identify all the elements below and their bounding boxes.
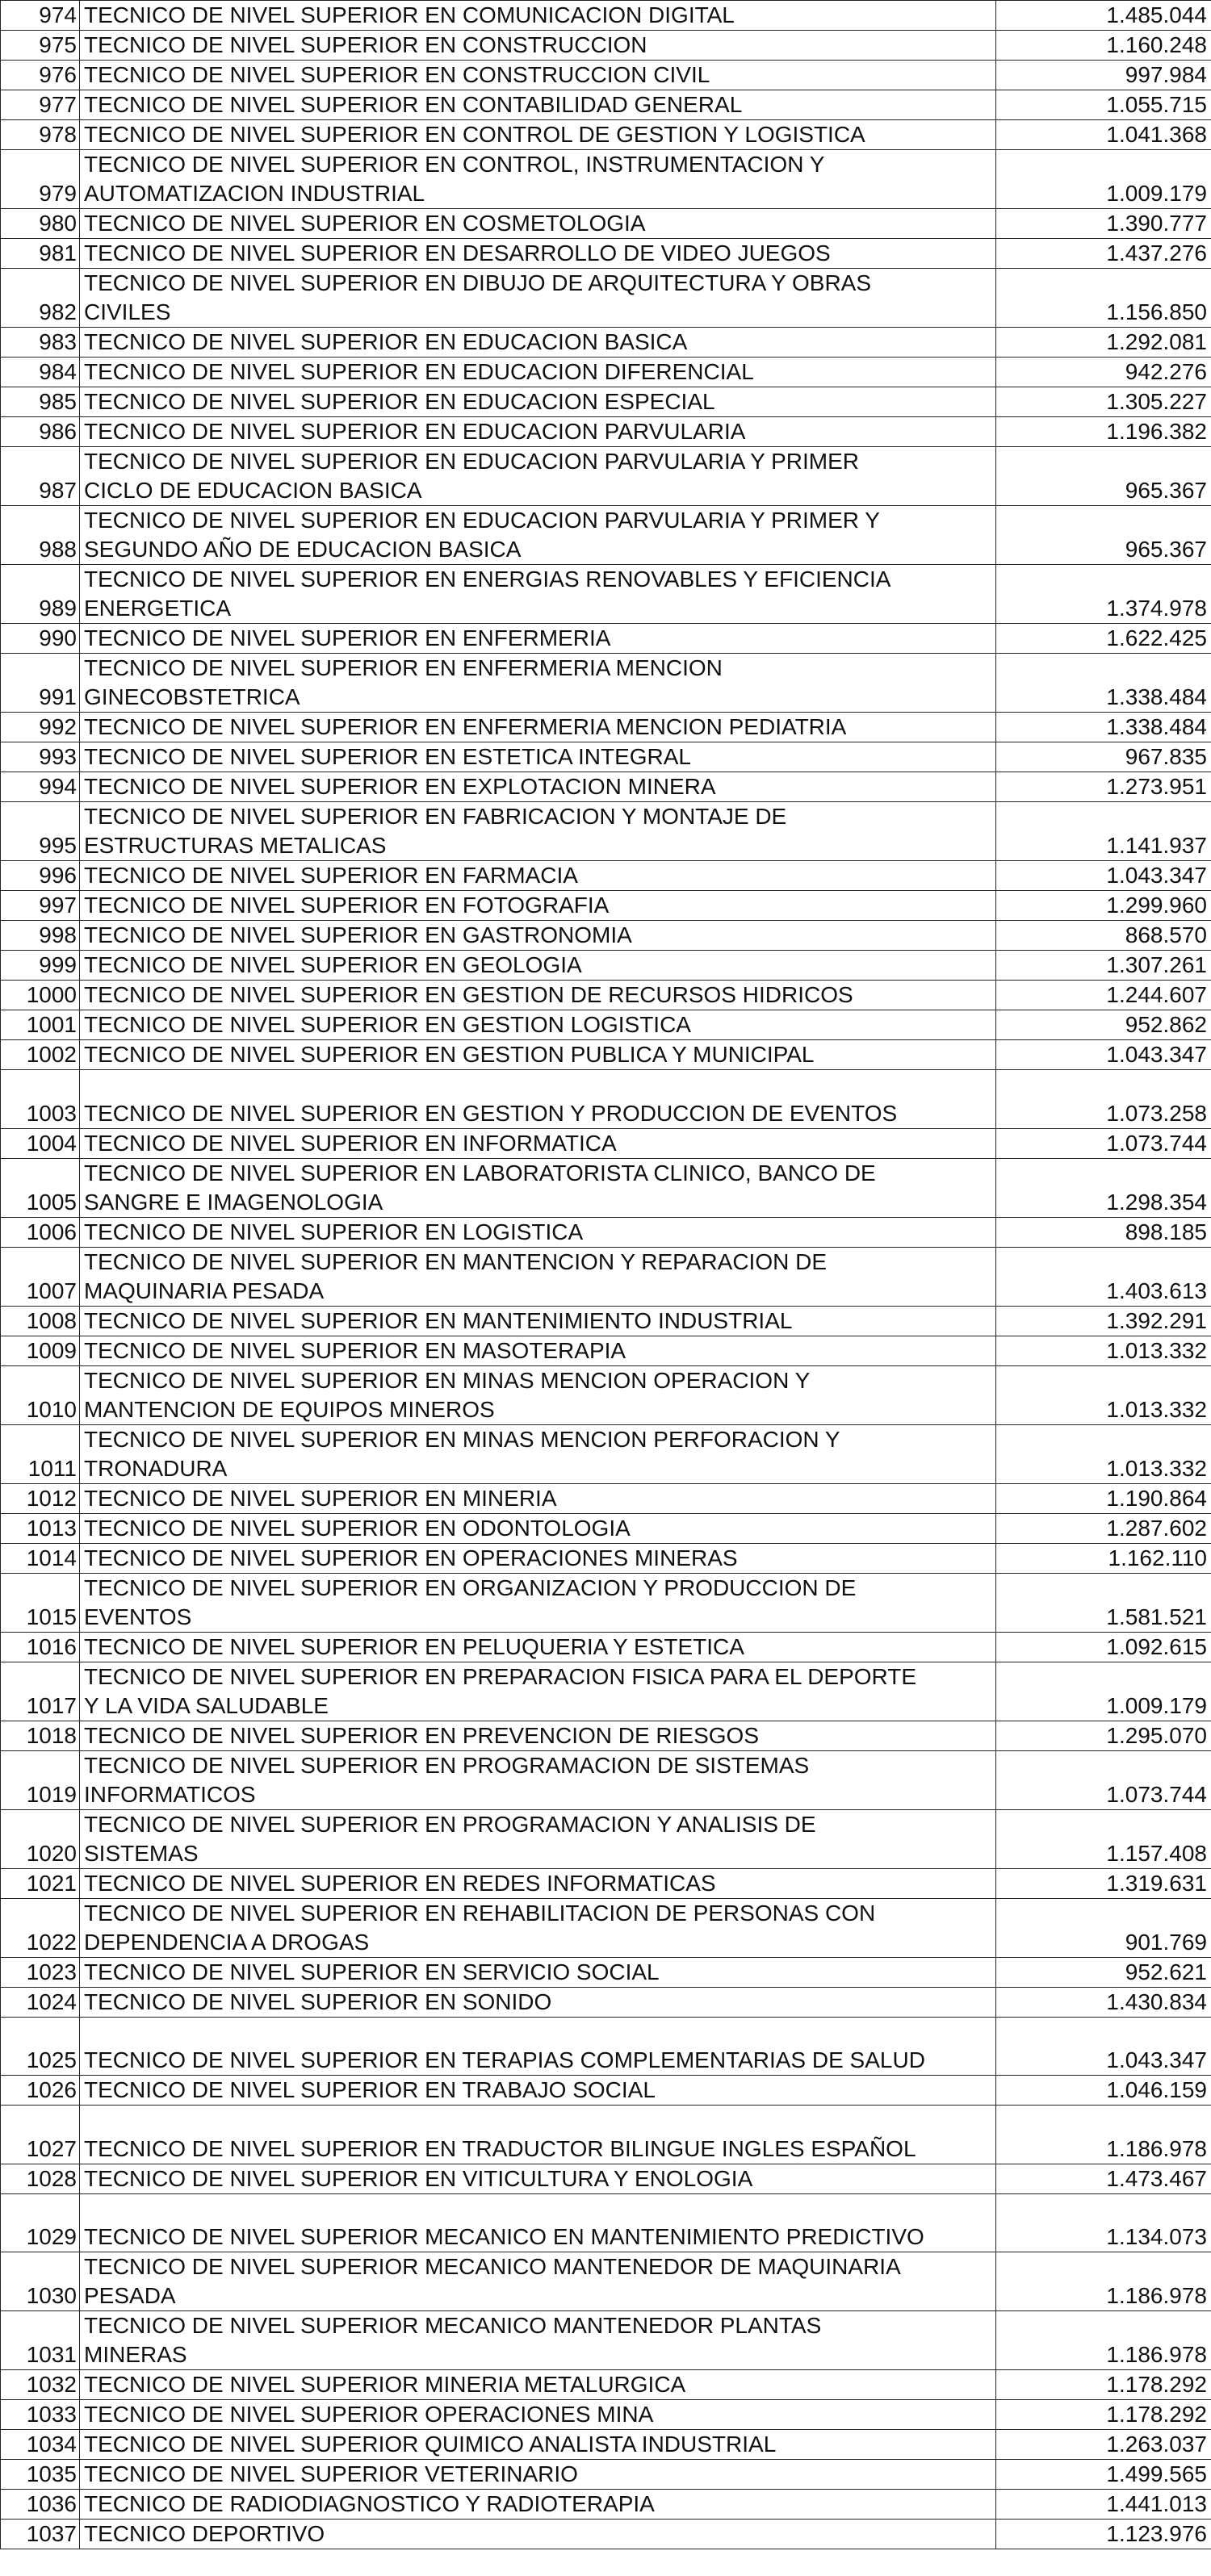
program-name: TECNICO DE NIVEL SUPERIOR EN SONIDO	[80, 1987, 996, 2017]
program-name: TECNICO DE NIVEL SUPERIOR EN MINERIA	[80, 1483, 996, 1513]
program-name: TECNICO DE NIVEL SUPERIOR EN ENFERMERIA MENCION GINECOBSTETRICA	[80, 654, 996, 713]
row-number: 1033	[1, 2400, 80, 2430]
table-row	[1, 387, 1211, 417]
table-row	[1, 61, 1211, 90]
program-name: TECNICO DE NIVEL SUPERIOR EN CONTROL DE GESTION Y LOGISTICA	[80, 120, 996, 150]
amount-value: 1.473.467	[996, 2164, 1211, 2193]
table-row	[1, 2252, 1211, 2311]
amount-value: 1.009.179	[996, 150, 1211, 209]
row-number: 999	[1, 951, 80, 981]
amount-value: 1.338.484	[996, 654, 1211, 713]
program-name: TECNICO DEPORTIVO	[80, 2520, 996, 2549]
table-row	[1, 1306, 1211, 1336]
row-number: 1012	[1, 1483, 80, 1513]
table-row	[1, 861, 1211, 891]
row-number: 983	[1, 328, 80, 358]
table-row	[1, 2193, 1211, 2252]
table-row	[1, 1898, 1211, 1957]
row-number: 1035	[1, 2460, 80, 2490]
program-name: TECNICO DE NIVEL SUPERIOR EN COSMETOLOGIA	[80, 209, 996, 239]
program-name: TECNICO DE NIVEL SUPERIOR EN CONTABILIDAD GENERAL	[80, 90, 996, 120]
amount-value: 1.178.292	[996, 2370, 1211, 2400]
table-row	[1, 1010, 1211, 1040]
program-name: TECNICO DE NIVEL SUPERIOR EN VITICULTURA Y ENOLOGIA	[80, 2164, 996, 2193]
table-row	[1, 772, 1211, 802]
amount-value: 1.338.484	[996, 713, 1211, 742]
table-row	[1, 891, 1211, 921]
amount-value: 1.437.276	[996, 239, 1211, 269]
table-row	[1, 506, 1211, 565]
amount-value: 868.570	[996, 921, 1211, 951]
program-name: TECNICO DE NIVEL SUPERIOR EN CONSTRUCCION CIVIL	[80, 61, 996, 90]
amount-value: 898.185	[996, 1217, 1211, 1247]
program-name: TECNICO DE NIVEL SUPERIOR EN ORGANIZACION Y PRODUCCION DE EVENTOS	[80, 1573, 996, 1632]
table-row	[1, 1, 1211, 31]
amount-value: 1.162.110	[996, 1543, 1211, 1573]
program-name: TECNICO DE NIVEL SUPERIOR EN CONTROL, INSTRUMENTACION Y AUTOMATIZACION INDUSTRIAL	[80, 150, 996, 209]
table-row	[1, 2164, 1211, 2193]
amount-value: 965.367	[996, 506, 1211, 565]
row-number: 1019	[1, 1750, 80, 1809]
row-number: 1027	[1, 2106, 80, 2164]
program-name: TECNICO DE NIVEL SUPERIOR EN INFORMATICA	[80, 1128, 996, 1158]
amount-value: 1.298.354	[996, 1158, 1211, 1217]
program-name: TECNICO DE NIVEL SUPERIOR EN EDUCACION BASICA	[80, 328, 996, 358]
amount-value: 1.157.408	[996, 1809, 1211, 1868]
program-name: TECNICO DE NIVEL SUPERIOR EN CONSTRUCCION	[80, 31, 996, 61]
table-row	[1, 2370, 1211, 2400]
table-row	[1, 120, 1211, 150]
program-name: TECNICO DE NIVEL SUPERIOR EN EDUCACION DIFERENCIAL	[80, 358, 996, 387]
program-name: TECNICO DE NIVEL SUPERIOR EN GESTION Y PRODUCCION DE EVENTOS	[80, 1070, 996, 1129]
row-number: 977	[1, 90, 80, 120]
table-row	[1, 1365, 1211, 1424]
amount-value: 1.190.864	[996, 1483, 1211, 1513]
table-row	[1, 1513, 1211, 1543]
row-number: 985	[1, 387, 80, 417]
table-row	[1, 31, 1211, 61]
row-number: 1022	[1, 1898, 80, 1957]
table-row	[1, 1483, 1211, 1513]
program-name: TECNICO DE NIVEL SUPERIOR EN LABORATORISTA CLINICO, BANCO DE SANGRE E IMAGENOLOGIA	[80, 1158, 996, 1217]
amount-value: 1.307.261	[996, 951, 1211, 981]
row-number: 989	[1, 565, 80, 624]
amount-value: 1.134.073	[996, 2193, 1211, 2252]
table-row	[1, 1336, 1211, 1365]
row-number: 1004	[1, 1128, 80, 1158]
amount-value: 1.043.347	[996, 861, 1211, 891]
program-name: TECNICO DE NIVEL SUPERIOR EN REHABILITACION DE PERSONAS CON DEPENDENCIA A DROGAS	[80, 1898, 996, 1957]
row-number: 1036	[1, 2490, 80, 2520]
amount-value: 1.013.332	[996, 1365, 1211, 1424]
table-row	[1, 2430, 1211, 2460]
program-name: TECNICO DE NIVEL SUPERIOR EN TRADUCTOR BILINGUE INGLES ESPAÑOL	[80, 2106, 996, 2164]
program-name: TECNICO DE NIVEL SUPERIOR MECANICO MANTENEDOR PLANTAS MINERAS	[80, 2311, 996, 2370]
program-name: TECNICO DE NIVEL SUPERIOR OPERACIONES MINA	[80, 2400, 996, 2430]
amount-value: 1.319.631	[996, 1868, 1211, 1898]
table-row	[1, 150, 1211, 209]
program-name: TECNICO DE NIVEL SUPERIOR EN GESTION LOGISTICA	[80, 1010, 996, 1040]
row-number: 1017	[1, 1662, 80, 1721]
row-number: 1010	[1, 1365, 80, 1424]
table-row	[1, 2076, 1211, 2106]
row-number: 981	[1, 239, 80, 269]
program-name: TECNICO DE NIVEL SUPERIOR EN PROGRAMACION Y ANALISIS DE SISTEMAS	[80, 1809, 996, 1868]
program-name: TECNICO DE NIVEL SUPERIOR MECANICO EN MANTENIMIENTO PREDICTIVO	[80, 2193, 996, 2252]
program-name: TECNICO DE NIVEL SUPERIOR EN PREPARACION FISICA PARA EL DEPORTE Y LA VIDA SALUDABLE	[80, 1662, 996, 1721]
row-number: 1026	[1, 2076, 80, 2106]
table-row	[1, 742, 1211, 772]
amount-value: 1.186.978	[996, 2311, 1211, 2370]
table-row	[1, 2017, 1211, 2076]
program-name: TECNICO DE NIVEL SUPERIOR EN SERVICIO SOCIAL	[80, 1957, 996, 1987]
amount-value: 1.186.978	[996, 2252, 1211, 2311]
table-row	[1, 802, 1211, 861]
amount-value: 1.073.744	[996, 1750, 1211, 1809]
row-number: 1018	[1, 1721, 80, 1750]
row-number: 1016	[1, 1632, 80, 1662]
row-number: 979	[1, 150, 80, 209]
row-number: 997	[1, 891, 80, 921]
table-row	[1, 1750, 1211, 1809]
program-name: TECNICO DE NIVEL SUPERIOR EN GESTION PUBLICA Y MUNICIPAL	[80, 1040, 996, 1070]
table-row	[1, 1573, 1211, 1632]
row-number: 1034	[1, 2430, 80, 2460]
table-row	[1, 1543, 1211, 1573]
table-row	[1, 1721, 1211, 1750]
program-name: TECNICO DE NIVEL SUPERIOR EN EDUCACION PARVULARIA Y PRIMER CICLO DE EDUCACION BASICA	[80, 447, 996, 506]
row-number: 1011	[1, 1424, 80, 1483]
amount-value: 1.390.777	[996, 209, 1211, 239]
amount-value: 1.196.382	[996, 417, 1211, 447]
table-row	[1, 1158, 1211, 1217]
table-row	[1, 1040, 1211, 1070]
row-number: 978	[1, 120, 80, 150]
program-name: TECNICO DE NIVEL SUPERIOR EN DESARROLLO DE VIDEO JUEGOS	[80, 239, 996, 269]
table-row	[1, 1987, 1211, 2017]
program-name: TECNICO DE NIVEL SUPERIOR EN MANTENCION Y REPARACION DE MAQUINARIA PESADA	[80, 1247, 996, 1306]
row-number: 980	[1, 209, 80, 239]
row-number: 1003	[1, 1070, 80, 1129]
table-row	[1, 1957, 1211, 1987]
row-number: 995	[1, 802, 80, 861]
row-number: 1002	[1, 1040, 80, 1070]
table-row	[1, 1868, 1211, 1898]
row-number: 987	[1, 447, 80, 506]
amount-value: 1.092.615	[996, 1632, 1211, 1662]
row-number: 996	[1, 861, 80, 891]
table-body	[1, 1, 1211, 2549]
amount-value: 952.862	[996, 1010, 1211, 1040]
amount-value: 1.392.291	[996, 1306, 1211, 1336]
table-row	[1, 921, 1211, 951]
row-number: 986	[1, 417, 80, 447]
amount-value: 1.273.951	[996, 772, 1211, 802]
amount-value: 1.263.037	[996, 2430, 1211, 2460]
table-row	[1, 2311, 1211, 2370]
table-row	[1, 1632, 1211, 1662]
program-name: TECNICO DE NIVEL SUPERIOR EN LOGISTICA	[80, 1217, 996, 1247]
program-name: TECNICO DE RADIODIAGNOSTICO Y RADIOTERAPIA	[80, 2490, 996, 2520]
table-row	[1, 90, 1211, 120]
row-number: 1014	[1, 1543, 80, 1573]
table-row	[1, 2460, 1211, 2490]
table-row	[1, 447, 1211, 506]
table-row	[1, 565, 1211, 624]
amount-value: 1.374.978	[996, 565, 1211, 624]
amount-value: 1.186.978	[996, 2106, 1211, 2164]
amount-value: 1.156.850	[996, 269, 1211, 328]
table-row	[1, 1424, 1211, 1483]
program-name: TECNICO DE NIVEL SUPERIOR EN TRABAJO SOCIAL	[80, 2076, 996, 2106]
program-name: TECNICO DE NIVEL SUPERIOR EN FABRICACION Y MONTAJE DE ESTRUCTURAS METALICAS	[80, 802, 996, 861]
table-row	[1, 2520, 1211, 2549]
row-number: 1006	[1, 1217, 80, 1247]
amount-value: 1.292.081	[996, 328, 1211, 358]
amount-value: 1.622.425	[996, 624, 1211, 654]
table-row	[1, 2400, 1211, 2430]
row-number: 1031	[1, 2311, 80, 2370]
amount-value: 1.073.258	[996, 1070, 1211, 1129]
row-number: 1013	[1, 1513, 80, 1543]
table-row	[1, 1070, 1211, 1129]
table-row	[1, 328, 1211, 358]
row-number: 1024	[1, 1987, 80, 2017]
row-number: 984	[1, 358, 80, 387]
row-number: 1030	[1, 2252, 80, 2311]
amount-value: 1.178.292	[996, 2400, 1211, 2430]
program-name: TECNICO DE NIVEL SUPERIOR EN MASOTERAPIA	[80, 1336, 996, 1365]
program-name: TECNICO DE NIVEL SUPERIOR EN GASTRONOMIA	[80, 921, 996, 951]
row-number: 1001	[1, 1010, 80, 1040]
row-number: 1028	[1, 2164, 80, 2193]
amount-value: 942.276	[996, 358, 1211, 387]
amount-value: 952.621	[996, 1957, 1211, 1987]
program-name: TECNICO DE NIVEL SUPERIOR QUIMICO ANALISTA INDUSTRIAL	[80, 2430, 996, 2460]
amount-value: 1.073.744	[996, 1128, 1211, 1158]
row-number: 1032	[1, 2370, 80, 2400]
table-row	[1, 358, 1211, 387]
program-name: TECNICO DE NIVEL SUPERIOR EN ENFERMERIA MENCION PEDIATRIA	[80, 713, 996, 742]
program-name: TECNICO DE NIVEL SUPERIOR EN DIBUJO DE ARQUITECTURA Y OBRAS CIVILES	[80, 269, 996, 328]
amount-value: 1.141.937	[996, 802, 1211, 861]
program-name: TECNICO DE NIVEL SUPERIOR MINERIA METALURGICA	[80, 2370, 996, 2400]
amount-value: 1.499.565	[996, 2460, 1211, 2490]
program-name: TECNICO DE NIVEL SUPERIOR EN OPERACIONES MINERAS	[80, 1543, 996, 1573]
amount-value: 1.160.248	[996, 31, 1211, 61]
amount-value: 1.043.347	[996, 2017, 1211, 2076]
program-name: TECNICO DE NIVEL SUPERIOR EN ODONTOLOGIA	[80, 1513, 996, 1543]
program-name: TECNICO DE NIVEL SUPERIOR EN ENERGIAS RENOVABLES Y EFICIENCIA ENERGETICA	[80, 565, 996, 624]
program-name: TECNICO DE NIVEL SUPERIOR MECANICO MANTENEDOR DE MAQUINARIA PESADA	[80, 2252, 996, 2311]
row-number: 988	[1, 506, 80, 565]
table-row	[1, 209, 1211, 239]
row-number: 1015	[1, 1573, 80, 1632]
row-number: 1025	[1, 2017, 80, 2076]
table-row	[1, 1809, 1211, 1868]
program-name: TECNICO DE NIVEL SUPERIOR EN PELUQUERIA Y ESTETICA	[80, 1632, 996, 1662]
program-name: TECNICO DE NIVEL SUPERIOR EN PREVENCION DE RIESGOS	[80, 1721, 996, 1750]
table-row	[1, 1247, 1211, 1306]
row-number: 1029	[1, 2193, 80, 2252]
amount-value: 1.043.347	[996, 1040, 1211, 1070]
program-name: TECNICO DE NIVEL SUPERIOR EN MANTENIMIENTO INDUSTRIAL	[80, 1306, 996, 1336]
program-name: TECNICO DE NIVEL SUPERIOR EN PROGRAMACION DE SISTEMAS INFORMATICOS	[80, 1750, 996, 1809]
table-row	[1, 2106, 1211, 2164]
row-number: 1007	[1, 1247, 80, 1306]
program-name: TECNICO DE NIVEL SUPERIOR EN COMUNICACION DIGITAL	[80, 1, 996, 31]
table-row	[1, 981, 1211, 1010]
table-row	[1, 713, 1211, 742]
table-row	[1, 417, 1211, 447]
amount-value: 1.041.368	[996, 120, 1211, 150]
program-name: TECNICO DE NIVEL SUPERIOR EN GEOLOGIA	[80, 951, 996, 981]
program-name: TECNICO DE NIVEL SUPERIOR EN REDES INFORMATICAS	[80, 1868, 996, 1898]
table-row	[1, 239, 1211, 269]
program-name: TECNICO DE NIVEL SUPERIOR EN FOTOGRAFIA	[80, 891, 996, 921]
table-row	[1, 951, 1211, 981]
row-number: 1020	[1, 1809, 80, 1868]
table-row	[1, 1662, 1211, 1721]
program-name: TECNICO DE NIVEL SUPERIOR EN MINAS MENCION OPERACION Y MANTENCION DE EQUIPOS MINEROS	[80, 1365, 996, 1424]
amount-value: 1.287.602	[996, 1513, 1211, 1543]
amount-value: 1.430.834	[996, 1987, 1211, 2017]
amount-value: 1.403.613	[996, 1247, 1211, 1306]
row-number: 976	[1, 61, 80, 90]
amount-value: 1.485.044	[996, 1, 1211, 31]
table-row	[1, 654, 1211, 713]
program-name: TECNICO DE NIVEL SUPERIOR EN EDUCACION ESPECIAL	[80, 387, 996, 417]
amount-value: 1.123.976	[996, 2520, 1211, 2549]
amount-value: 1.046.159	[996, 2076, 1211, 2106]
amount-value: 901.769	[996, 1898, 1211, 1957]
amount-value: 997.984	[996, 61, 1211, 90]
program-name: TECNICO DE NIVEL SUPERIOR EN GESTION DE RECURSOS HIDRICOS	[80, 981, 996, 1010]
amount-value: 1.441.013	[996, 2490, 1211, 2520]
row-number: 1009	[1, 1336, 80, 1365]
row-number: 994	[1, 772, 80, 802]
row-number: 1021	[1, 1868, 80, 1898]
amount-value: 1.013.332	[996, 1424, 1211, 1483]
amount-value: 1.295.070	[996, 1721, 1211, 1750]
row-number: 1037	[1, 2520, 80, 2549]
table-row	[1, 2490, 1211, 2520]
row-number: 1008	[1, 1306, 80, 1336]
program-name: TECNICO DE NIVEL SUPERIOR EN EDUCACION PARVULARIA	[80, 417, 996, 447]
row-number: 998	[1, 921, 80, 951]
amount-value: 965.367	[996, 447, 1211, 506]
amount-value: 1.055.715	[996, 90, 1211, 120]
row-number: 975	[1, 31, 80, 61]
row-number: 1005	[1, 1158, 80, 1217]
program-name: TECNICO DE NIVEL SUPERIOR EN TERAPIAS COMPLEMENTARIAS DE SALUD	[80, 2017, 996, 2076]
program-name: TECNICO DE NIVEL SUPERIOR EN ESTETICA INTEGRAL	[80, 742, 996, 772]
row-number: 1023	[1, 1957, 80, 1987]
row-number: 1000	[1, 981, 80, 1010]
row-number: 982	[1, 269, 80, 328]
row-number: 974	[1, 1, 80, 31]
amount-value: 1.244.607	[996, 981, 1211, 1010]
table-row	[1, 624, 1211, 654]
row-number: 992	[1, 713, 80, 742]
amount-value: 1.009.179	[996, 1662, 1211, 1721]
row-number: 990	[1, 624, 80, 654]
amount-value: 967.835	[996, 742, 1211, 772]
table-row	[1, 1128, 1211, 1158]
row-number: 993	[1, 742, 80, 772]
program-name: TECNICO DE NIVEL SUPERIOR EN ENFERMERIA	[80, 624, 996, 654]
row-number: 991	[1, 654, 80, 713]
program-name: TECNICO DE NIVEL SUPERIOR EN EXPLOTACION MINERA	[80, 772, 996, 802]
amount-value: 1.305.227	[996, 387, 1211, 417]
program-name: TECNICO DE NIVEL SUPERIOR EN FARMACIA	[80, 861, 996, 891]
amount-value: 1.013.332	[996, 1336, 1211, 1365]
program-name: TECNICO DE NIVEL SUPERIOR EN EDUCACION PARVULARIA Y PRIMER Y SEGUNDO AÑO DE EDUCACION BASICA	[80, 506, 996, 565]
program-name: TECNICO DE NIVEL SUPERIOR EN MINAS MENCION PERFORACION Y TRONADURA	[80, 1424, 996, 1483]
table-row	[1, 1217, 1211, 1247]
program-name: TECNICO DE NIVEL SUPERIOR VETERINARIO	[80, 2460, 996, 2490]
amount-value: 1.581.521	[996, 1573, 1211, 1632]
amount-value: 1.299.960	[996, 891, 1211, 921]
table-row	[1, 269, 1211, 328]
